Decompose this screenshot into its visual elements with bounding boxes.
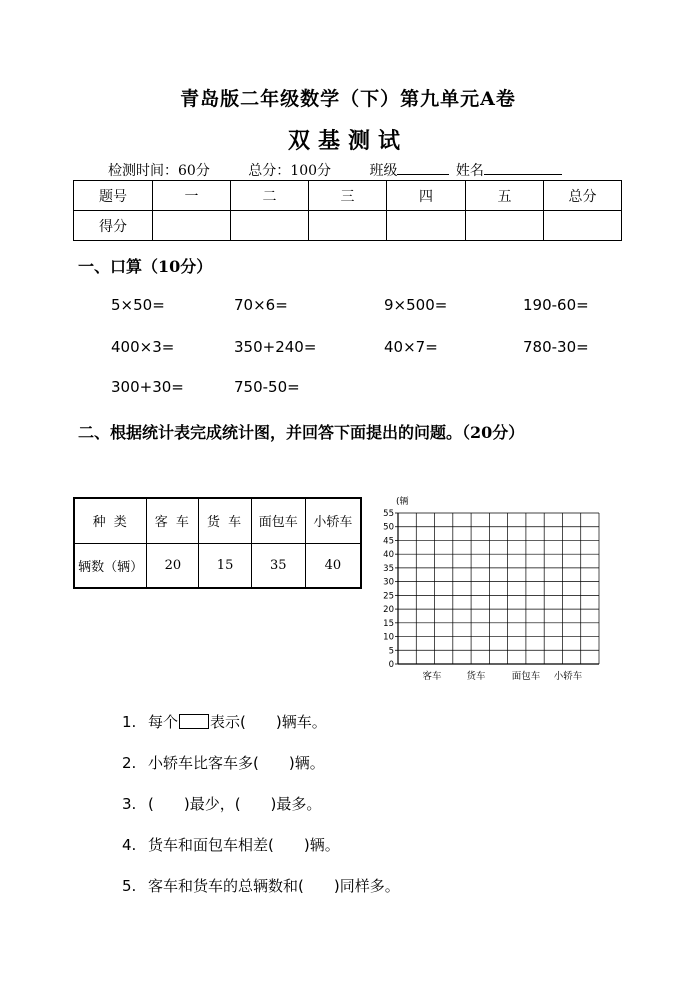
score-header-cell: 总分 bbox=[543, 181, 621, 211]
stats-header-row bbox=[74, 498, 361, 543]
question-text: 小轿车比客车多( )辆。 bbox=[148, 754, 325, 772]
stats-header-cell: 货 车 bbox=[199, 498, 251, 543]
section2-title: 二、根据统计表完成统计图，并回答下面提出的问题。（20分） bbox=[78, 423, 525, 442]
score-header-cell: 三 bbox=[308, 181, 386, 211]
y-tick-label: 30 bbox=[383, 577, 394, 588]
stats-value-cell: 35 bbox=[251, 543, 305, 588]
name-field[interactable] bbox=[484, 160, 562, 175]
section1-title: 一、口算（10分） bbox=[78, 257, 213, 276]
calc-problem: 350+240= bbox=[234, 338, 317, 356]
score-header-cell: 二 bbox=[230, 181, 308, 211]
score-row-label: 得分 bbox=[74, 211, 153, 241]
exam-total: 总分：100分 bbox=[248, 163, 332, 179]
score-header-cell: 一 bbox=[152, 181, 230, 211]
score-table-header-row bbox=[74, 181, 622, 211]
stats-row-label: 辆数（辆） bbox=[74, 543, 147, 588]
x-category-label: 面包车 bbox=[511, 671, 541, 682]
score-header-cell: 五 bbox=[465, 181, 543, 211]
y-tick-label: 50 bbox=[383, 522, 394, 533]
question-number: 1. bbox=[122, 713, 137, 731]
calc-problem: 300+30= bbox=[111, 378, 184, 396]
question-1-text-pre: 每个 bbox=[148, 713, 179, 731]
calc-problem: 750-50= bbox=[234, 378, 300, 396]
stats-header-cell: 面包车 bbox=[251, 498, 305, 543]
question-1 bbox=[122, 711, 327, 732]
calc-problem: 780-30= bbox=[523, 338, 589, 356]
y-tick-label: 10 bbox=[383, 632, 394, 643]
stats-value-row bbox=[74, 543, 361, 588]
class-label: 班级 bbox=[369, 163, 398, 179]
question-2 bbox=[122, 752, 325, 773]
question-5 bbox=[122, 875, 400, 896]
calc-problem: 5×50= bbox=[111, 296, 165, 314]
question-1-text-post: 表示( )辆车。 bbox=[210, 713, 327, 731]
y-tick-label: 40 bbox=[383, 550, 394, 561]
page-title: 青岛版二年级数学（下）第九单元A卷 bbox=[180, 88, 516, 110]
question-text: 货车和面包车相差( )辆。 bbox=[148, 836, 340, 854]
question-number: 2. bbox=[122, 754, 137, 772]
calc-problem: 40×7= bbox=[384, 338, 438, 356]
page-subtitle: 双基测试 bbox=[287, 128, 408, 154]
x-category-label: 客车 bbox=[422, 671, 442, 682]
statistics-table bbox=[73, 497, 362, 589]
score-table bbox=[73, 180, 622, 241]
class-field[interactable] bbox=[397, 160, 449, 175]
score-header-cell: 四 bbox=[386, 181, 465, 211]
question-4 bbox=[122, 834, 340, 855]
question-text: 客车和货车的总辆数和( )同样多。 bbox=[148, 877, 400, 895]
calc-problem: 9×500= bbox=[384, 296, 448, 314]
x-category-label: 货车 bbox=[466, 671, 486, 682]
y-tick-label: 5 bbox=[388, 646, 394, 657]
stats-value-cell: 40 bbox=[305, 543, 361, 588]
y-axis-label: (辆 bbox=[396, 497, 409, 507]
stats-value-cell: 15 bbox=[199, 543, 251, 588]
box-icon bbox=[179, 714, 209, 729]
calc-problem: 70×6= bbox=[234, 296, 288, 314]
score-cell[interactable] bbox=[230, 211, 308, 241]
y-tick-label: 15 bbox=[383, 618, 394, 629]
stats-value-cell: 20 bbox=[147, 543, 199, 588]
score-header-cell: 题号 bbox=[74, 181, 153, 211]
x-category-label: 小轿车 bbox=[553, 671, 583, 682]
y-tick-label: 35 bbox=[383, 563, 394, 574]
question-3 bbox=[122, 793, 321, 814]
question-number: 3. bbox=[122, 795, 137, 813]
y-tick-label: 0 bbox=[388, 660, 394, 670]
y-tick-label: 20 bbox=[383, 605, 394, 616]
y-tick-label: 45 bbox=[383, 536, 394, 547]
exam-info-line bbox=[108, 160, 562, 180]
score-cell[interactable] bbox=[386, 211, 465, 241]
y-tick-label: 55 bbox=[383, 509, 394, 519]
y-tick-label: 25 bbox=[383, 591, 394, 602]
score-cell[interactable] bbox=[152, 211, 230, 241]
score-cell[interactable] bbox=[543, 211, 621, 241]
question-text: ( )最少，( )最多。 bbox=[148, 795, 322, 813]
question-number: 5. bbox=[122, 877, 137, 895]
calc-problem: 190-60= bbox=[523, 296, 589, 314]
stats-header-cell: 客 车 bbox=[147, 498, 199, 543]
score-cell[interactable] bbox=[465, 211, 543, 241]
calc-problem: 400×3= bbox=[111, 338, 175, 356]
bar-chart-grid[interactable] bbox=[376, 492, 608, 688]
exam-time: 检测时间：60分 bbox=[108, 163, 210, 179]
question-number: 4. bbox=[122, 836, 137, 854]
stats-header-cell: 小轿车 bbox=[305, 498, 361, 543]
score-table-score-row bbox=[74, 211, 622, 241]
stats-header-cell: 种 类 bbox=[74, 498, 147, 543]
score-cell[interactable] bbox=[308, 211, 386, 241]
name-label: 姓名 bbox=[455, 163, 484, 179]
